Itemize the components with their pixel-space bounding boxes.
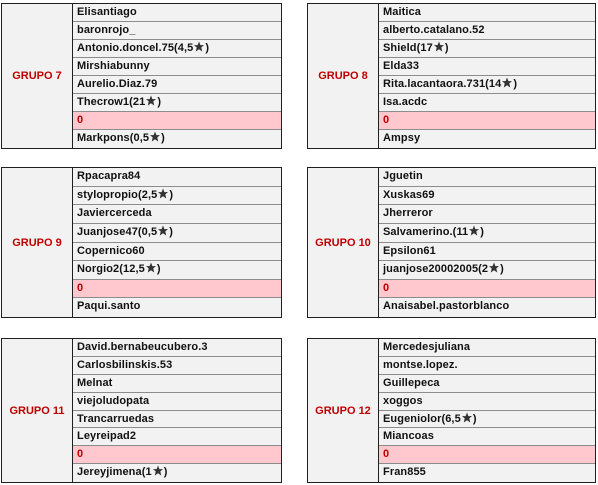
player-row[interactable] <box>73 58 281 76</box>
player-name: Anaisabel.pastorblanco <box>383 300 510 313</box>
group-block <box>307 167 596 318</box>
player-name: Xuskas69 <box>383 188 435 201</box>
player-row[interactable] <box>73 428 281 446</box>
player-row[interactable] <box>73 243 281 262</box>
star-suffix: ) <box>444 42 449 54</box>
player-row[interactable] <box>379 393 595 411</box>
empty-slot-row[interactable] <box>73 446 281 464</box>
player-name: Rita.lacantaora.731(14 <box>383 78 502 90</box>
player-name: Paqui.santo <box>77 300 141 313</box>
player-row[interactable] <box>73 357 281 375</box>
player-row[interactable] <box>379 168 595 187</box>
player-row[interactable] <box>379 76 595 94</box>
star-suffix: ) <box>169 188 174 201</box>
player-row[interactable] <box>379 40 595 58</box>
group-name: GRUPO 7 <box>2 4 73 148</box>
player-name: Jereyjimena(1 <box>77 466 152 479</box>
star-icon <box>433 41 445 52</box>
player-row[interactable] <box>379 411 595 429</box>
player-name: Shield(17 <box>383 42 433 54</box>
player-row[interactable] <box>73 298 281 317</box>
empty-slot-row[interactable] <box>379 280 595 299</box>
player-name: Mercedesjuliana <box>383 341 471 353</box>
player-row[interactable] <box>379 339 595 357</box>
star-icon <box>501 77 513 88</box>
player-name: 0 <box>77 281 84 294</box>
player-name: Norgio2(12,5 <box>77 263 145 276</box>
star-icon <box>157 188 169 199</box>
player-name: Melnat <box>77 376 113 389</box>
empty-slot-row[interactable] <box>379 446 595 464</box>
player-row[interactable] <box>379 464 595 482</box>
star-suffix: ) <box>500 263 504 276</box>
player-name: xoggos <box>383 394 423 407</box>
player-name: Juanjose47(0,5 <box>77 225 158 238</box>
group-block <box>1 3 282 149</box>
player-name: Trancarruedas <box>77 412 155 425</box>
star-icon <box>488 262 500 273</box>
player-name: 0 <box>77 114 84 126</box>
player-name: 0 <box>383 448 390 461</box>
star-suffix: ) <box>161 132 165 144</box>
star-icon <box>149 131 161 142</box>
group-name: GRUPO 8 <box>308 4 379 148</box>
player-name: David.bernabeucubero.3 <box>77 341 208 353</box>
player-name: 0 <box>383 114 390 126</box>
player-name: Markpons(0,5 <box>77 132 150 144</box>
star-icon <box>468 225 480 236</box>
player-row[interactable] <box>73 375 281 393</box>
player-name: Salvamerino.(11 <box>383 225 469 238</box>
player-row[interactable] <box>379 94 595 112</box>
player-name: Fran855 <box>383 466 426 479</box>
player-row[interactable] <box>379 243 595 262</box>
player-row[interactable] <box>379 22 595 40</box>
group-name: GRUPO 10 <box>308 168 379 317</box>
group-block <box>1 338 282 483</box>
player-name: Ampsy <box>383 132 421 144</box>
player-name: Rpacapra84 <box>77 170 141 182</box>
star-suffix: ) <box>480 225 485 238</box>
star-icon <box>193 41 205 52</box>
player-row[interactable] <box>379 205 595 224</box>
player-name: Maitica <box>383 6 421 18</box>
group-name: GRUPO 9 <box>2 168 73 317</box>
player-row[interactable] <box>73 224 281 243</box>
player-row[interactable] <box>379 4 595 22</box>
player-name: Carlosbilinskis.53 <box>77 358 173 371</box>
player-name: Elda33 <box>383 60 420 72</box>
player-row[interactable] <box>73 4 281 22</box>
player-row[interactable] <box>73 187 281 206</box>
player-name: 0 <box>383 281 390 294</box>
player-row[interactable] <box>379 428 595 446</box>
empty-slot-row[interactable] <box>379 112 595 130</box>
player-name: Thecrow1(21 <box>77 96 146 108</box>
player-name: Eugeniolor(6,5 <box>383 412 461 425</box>
star-icon <box>145 95 157 106</box>
star-suffix: ) <box>163 466 168 479</box>
empty-slot-row[interactable] <box>73 280 281 299</box>
player-name: Copernico60 <box>77 244 145 257</box>
player-name: montse.lopez. <box>383 358 458 371</box>
group-name: GRUPO 11 <box>2 339 73 482</box>
player-name: Isa.acdc <box>383 96 428 108</box>
player-row[interactable] <box>73 339 281 357</box>
star-suffix: ) <box>156 263 161 276</box>
empty-slot-row[interactable] <box>73 112 281 130</box>
player-name: Javiercerceda <box>77 207 152 220</box>
player-row[interactable] <box>379 298 595 317</box>
player-name: alberto.catalano.52 <box>383 24 485 36</box>
player-name: baronrojo_ <box>77 24 136 36</box>
player-row[interactable] <box>73 464 281 482</box>
star-suffix: ) <box>157 96 162 108</box>
player-name: Aurelio.Diaz.79 <box>77 78 158 90</box>
star-icon <box>461 412 473 423</box>
player-name: Miancoas <box>383 430 434 443</box>
player-row[interactable] <box>73 261 281 280</box>
group-name: GRUPO 12 <box>308 339 379 482</box>
player-row[interactable] <box>73 40 281 58</box>
player-name: Mirshiabunny <box>77 60 150 72</box>
player-row[interactable] <box>73 76 281 94</box>
player-name: viejoludopata <box>77 394 150 407</box>
star-icon <box>145 262 157 273</box>
player-row[interactable] <box>73 130 281 148</box>
player-row[interactable] <box>379 187 595 206</box>
star-icon <box>157 225 169 236</box>
player-row[interactable] <box>379 375 595 393</box>
player-row[interactable] <box>379 261 595 280</box>
player-row[interactable] <box>73 411 281 429</box>
player-row[interactable] <box>379 58 595 76</box>
player-row[interactable] <box>379 224 595 243</box>
player-row[interactable] <box>73 168 281 187</box>
player-name: Leyreipad2 <box>77 430 137 443</box>
player-name: Antonio.doncel.75(4,5 <box>77 42 194 54</box>
player-name: juanjose20002005(2 <box>383 263 489 276</box>
player-row[interactable] <box>73 22 281 40</box>
star-suffix: ) <box>169 225 174 238</box>
star-suffix: ) <box>472 412 477 425</box>
player-row[interactable] <box>73 94 281 112</box>
player-name: 0 <box>77 448 84 461</box>
player-row[interactable] <box>73 393 281 411</box>
star-icon <box>152 465 164 476</box>
star-suffix: ) <box>513 78 518 90</box>
group-block <box>307 3 596 149</box>
player-row[interactable] <box>73 205 281 224</box>
player-name: stylopropio(2,5 <box>77 188 158 201</box>
player-name: Guillepeca <box>383 376 440 389</box>
player-name: Elisantiago <box>77 6 137 18</box>
player-name: Epsilon61 <box>383 244 436 257</box>
player-row[interactable] <box>379 130 595 148</box>
group-block <box>307 338 596 483</box>
player-name: Jguetin <box>383 170 423 182</box>
player-name: Jherreror <box>383 207 433 220</box>
player-row[interactable] <box>379 357 595 375</box>
group-block <box>1 167 282 318</box>
star-suffix: ) <box>205 42 210 54</box>
